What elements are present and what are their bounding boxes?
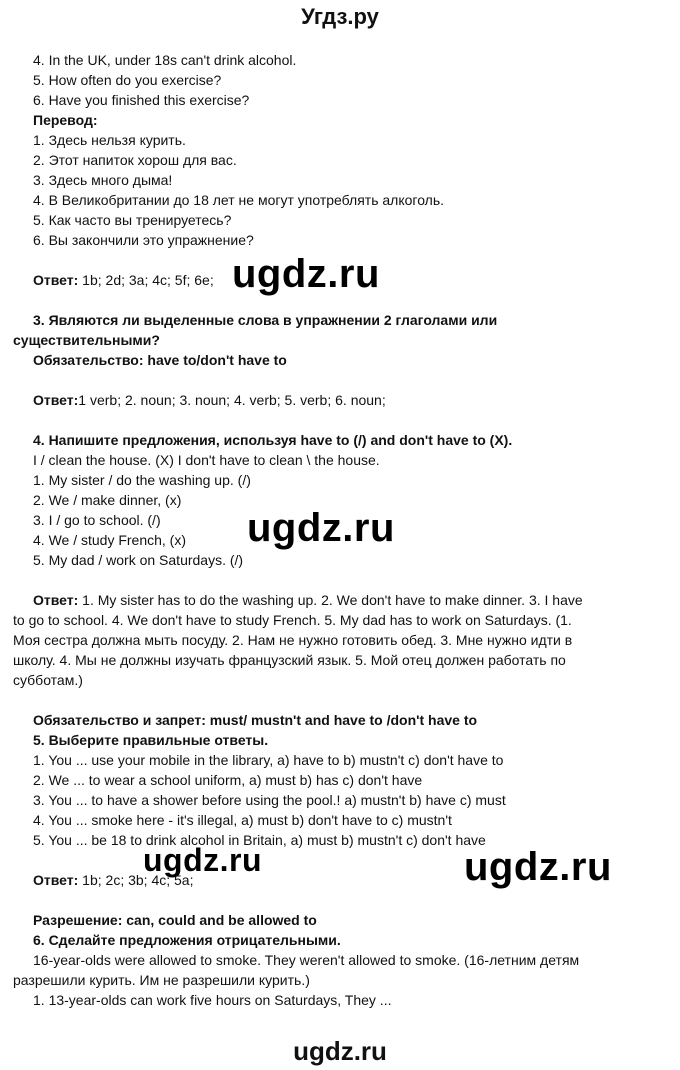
task5-item: 1. You ... use your mobile in the library, a) have to b) mustn't c) don't have to: [33, 752, 504, 768]
answer-text: 1b; 2c; 3b; 4c; 5a;: [78, 872, 194, 888]
answer-text: школу. 4. Мы не должны изучать французский язык. 5. Мой отец должен работать по: [13, 652, 566, 668]
task4-item: 4. We / study French, (x): [33, 532, 187, 548]
text-line: 5. Как часто вы тренируетесь?: [33, 212, 232, 228]
task4-item: 1. My sister / do the washing up. (/): [33, 472, 251, 488]
answer-text: 1 verb; 2. noun; 3. noun; 4. verb; 5. verb; 6. noun;: [78, 392, 386, 408]
task3-subtitle: Обязательство: have to/don't have to: [33, 352, 287, 368]
task3-title-cont: существительными?: [13, 332, 160, 348]
task5-title: 5. Выберите правильные ответы.: [33, 732, 269, 748]
footer-site: ugdz.ru: [293, 1036, 387, 1066]
text-line: 3. Здесь много дыма!: [33, 172, 173, 188]
text-line: 6. Вы закончили это упражнение?: [33, 232, 254, 248]
text-line: 4. In the UK, under 18s can't drink alcohol.: [33, 52, 297, 68]
answer-text: 1b; 2d; 3a; 4c; 5f; 6e;: [78, 272, 214, 288]
task5-item: 2. We ... to wear a school uniform, a) must b) has c) don't have: [33, 772, 423, 788]
text-line: 5. How often do you exercise?: [33, 72, 222, 88]
answer-text: Моя сестра должна мыть посуду. 2. Нам не нужно готовить обед. 3. Мне нужно идти в: [13, 632, 573, 648]
task4-item: 5. My dad / work on Saturdays. (/): [33, 552, 244, 568]
task5-subtitle: Обязательство и запрет: must/ mustn't and have to /don't have to: [33, 712, 478, 728]
watermark: ugdz.ru: [247, 506, 395, 550]
task5-item: 5. You ... be 18 to drink alcohol in Britain, a) must b) mustn't c) don't have: [33, 832, 486, 848]
answer-text: to go to school. 4. We don't have to study French. 5. My dad has to work on Saturdays. (1.: [13, 612, 572, 628]
task5-item: 4. You ... smoke here - it's illegal, a) must b) don't have to c) mustn't: [33, 812, 452, 828]
watermark: ugdz.ru: [464, 845, 612, 889]
text-line: 2. Этот напиток хорош для вас.: [33, 152, 237, 168]
text-line: 6. Have you finished this exercise?: [33, 92, 250, 108]
answer-label: Ответ:: [33, 872, 79, 888]
answer-line: [33, 590, 653, 610]
answer-label: Ответ:: [33, 272, 79, 288]
task6-item: 1. 13-year-olds can work five hours on Saturdays, They ...: [33, 992, 392, 1008]
site-title: Угдз.ру: [301, 4, 379, 29]
task3-title: 3. Являются ли выделенные слова в упражнении 2 глаголами или: [33, 312, 498, 328]
task6-example-cont: разрешили курить. Им не разрешили курить.): [13, 972, 310, 988]
answer-line: [33, 390, 653, 410]
task6-example: 16-year-olds were allowed to smoke. They weren't allowed to smoke. (16-летним детям: [33, 952, 580, 968]
text-line: 4. В Великобритании до 18 лет не могут употреблять алкоголь.: [33, 192, 445, 208]
task6-title: 6. Сделайте предложения отрицательными.: [33, 932, 341, 948]
task4-item: 3. I / go to school. (/): [33, 512, 161, 528]
watermark: ugdz.ru: [143, 842, 263, 878]
answer-label: Ответ:: [33, 392, 79, 408]
task4-item: I / clean the house. (X) I don't have to clean \ the house.: [33, 452, 380, 468]
answer-label: Ответ:: [33, 592, 79, 608]
translation-heading: Перевод:: [33, 112, 98, 128]
answer-text: 1. My sister has to do the washing up. 2. We don't have to make dinner. 3. I have: [78, 592, 583, 608]
task5-item: 3. You ... to have a shower before using the pool.! a) mustn't b) have c) must: [33, 792, 506, 808]
task4-item: 2. We / make dinner, (x): [33, 492, 182, 508]
task4-title: 4. Напишите предложения, используя have to (/) and don't have to (X).: [33, 432, 513, 448]
answer-text: субботам.): [13, 672, 83, 688]
text-line: 1. Здесь нельзя курить.: [33, 132, 186, 148]
task6-subtitle: Разрешение: can, could and be allowed to: [33, 912, 317, 928]
watermark: ugdz.ru: [232, 252, 380, 296]
